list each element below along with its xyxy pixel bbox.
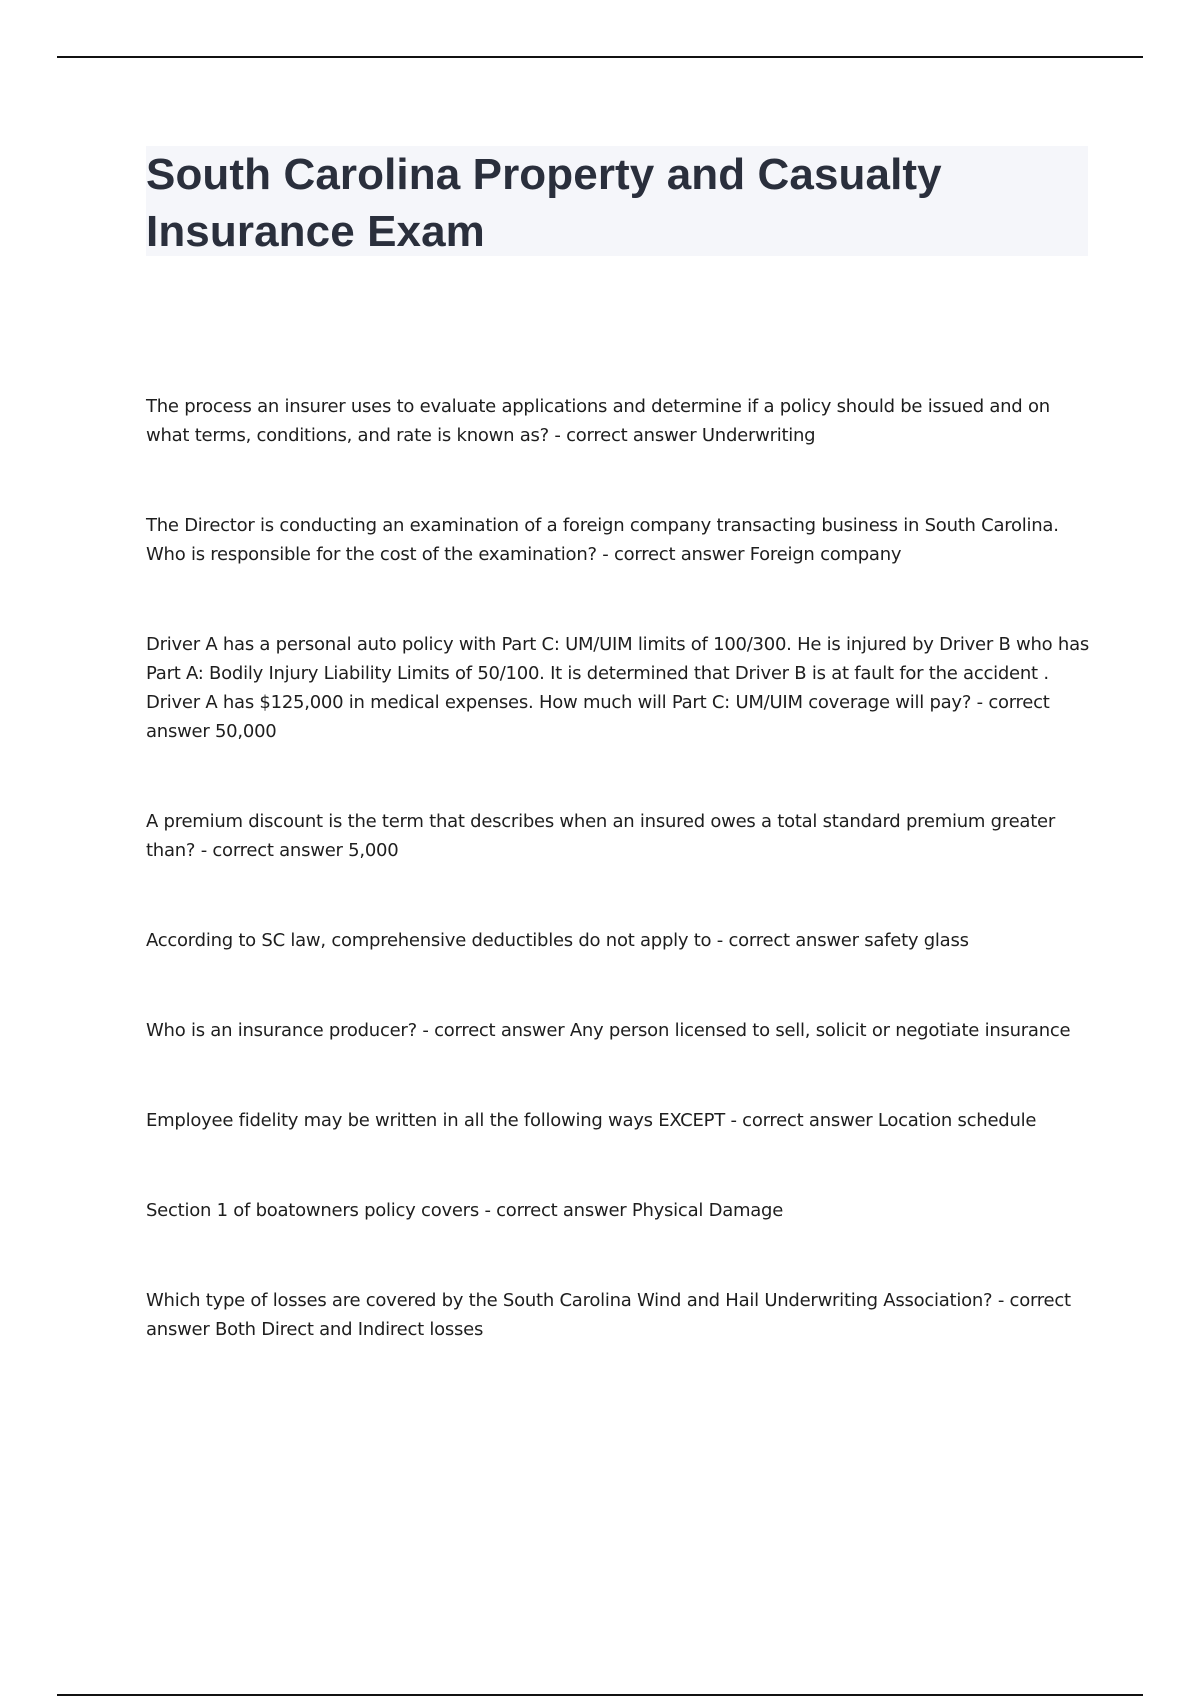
qa-question: A premium discount is the term that describes when an insured owes a total standard premium greater than?: [146, 811, 1055, 861]
qa-answer: Any person licensed to sell, solicit or negotiate insurance: [569, 1020, 1071, 1041]
qa-separator: - correct answer: [195, 840, 349, 861]
bottom-rule: [57, 1694, 1143, 1696]
qa-separator: - correct answer: [146, 1290, 1071, 1340]
qa-separator: - correct answer: [711, 930, 865, 951]
qa-item: [146, 1286, 1096, 1344]
qa-answer: Underwriting: [701, 425, 816, 446]
qa-question: According to SC law, comprehensive deductibles do not apply to: [146, 930, 712, 951]
qa-separator: - correct answer: [416, 1020, 570, 1041]
qa-answer: Both Direct and Indirect losses: [214, 1319, 484, 1340]
qa-item: [146, 1016, 1096, 1045]
qa-item: [146, 807, 1096, 865]
qa-separator: - correct answer: [146, 692, 1050, 742]
qa-list: [146, 392, 1096, 1405]
qa-separator: - correct answer: [596, 544, 750, 565]
qa-question: Driver A has a personal auto policy with Part C: UM/UIM limits of 100/300. He is injured by Driver B who has Part A: Bodily Injury Liability Limits of 50/100. It is determined that Driver B is at fault for the accident . Driver A has $125,000 in medical expenses. How much will Part C: UM/UIM coverage will pay?: [146, 634, 1089, 713]
qa-question: The process an insurer uses to evaluate applications and determine if a policy should be issued and on what terms, conditions, and rate is known as?: [146, 396, 1050, 446]
qa-item: [146, 511, 1096, 569]
top-rule: [57, 56, 1143, 58]
qa-item: [146, 392, 1096, 450]
qa-separator: - correct answer: [478, 1200, 632, 1221]
qa-question: Which type of losses are covered by the South Carolina Wind and Hail Underwriting Association?: [146, 1290, 993, 1311]
qa-item: [146, 1106, 1096, 1135]
qa-separator: - correct answer: [548, 425, 702, 446]
qa-item: [146, 1196, 1096, 1225]
document-title: South Carolina Property and Casualty Insurance Exam: [146, 150, 942, 256]
qa-answer: Physical Damage: [631, 1200, 784, 1221]
qa-answer: Foreign company: [749, 544, 902, 565]
qa-answer: Location schedule: [877, 1110, 1037, 1131]
qa-item: [146, 630, 1096, 746]
qa-question: The Director is conducting an examination of a foreign company transacting business in South Carolina. Who is responsible for the cost of the examination?: [146, 515, 1059, 565]
qa-question: Employee fidelity may be written in all the following ways EXCEPT: [146, 1110, 725, 1131]
qa-separator: - correct answer: [724, 1110, 878, 1131]
qa-question: Who is an insurance producer?: [146, 1020, 417, 1041]
qa-answer: safety glass: [864, 930, 969, 951]
title-block: [146, 146, 1088, 256]
qa-answer: 50,000: [214, 721, 277, 742]
qa-question: Section 1 of boatowners policy covers: [146, 1200, 479, 1221]
qa-item: [146, 926, 1096, 955]
qa-answer: 5,000: [348, 840, 399, 861]
